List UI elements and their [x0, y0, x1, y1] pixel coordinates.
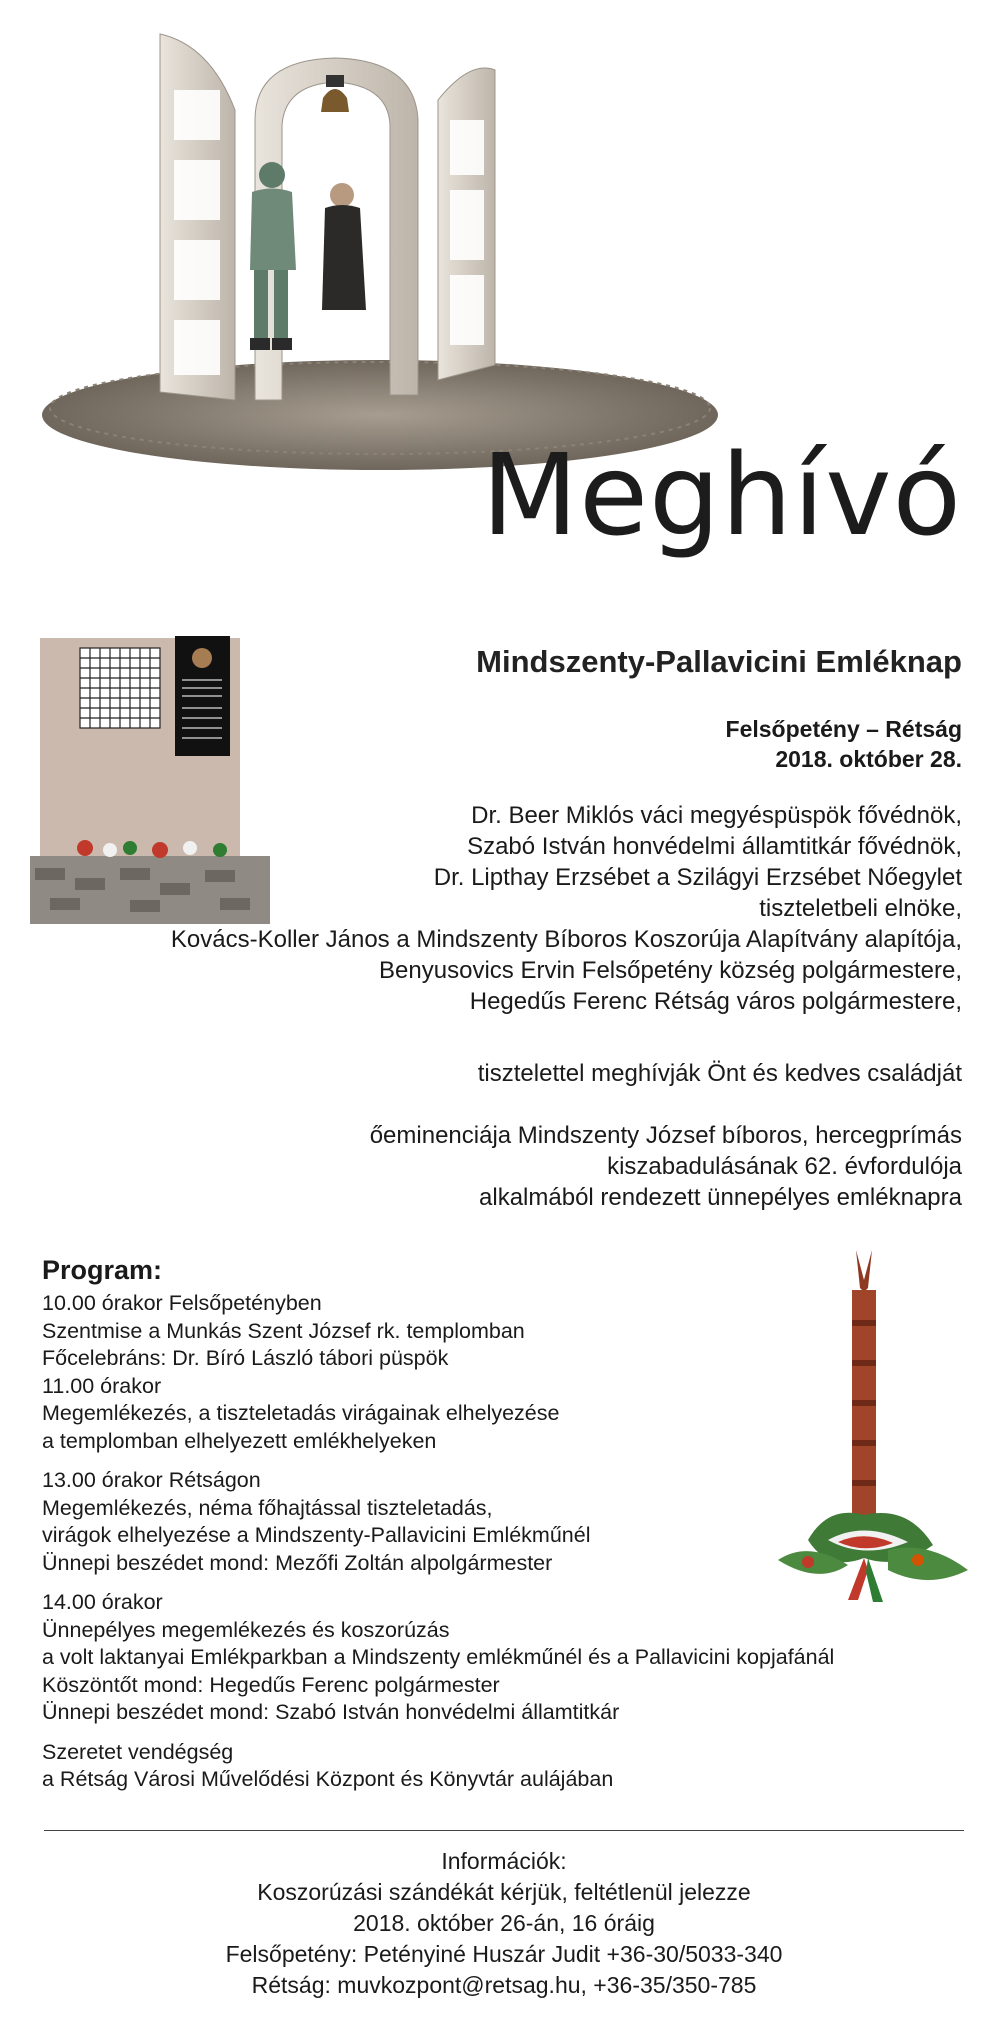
- program-line: Ünnepi beszédet mond: Mezőfi Zoltán alpolgármester: [42, 1550, 553, 1575]
- host-line: tiszteletbeli elnöke,: [759, 895, 962, 922]
- info-line: Rétság: muvkozpont@retsag.hu, +36-35/350-785: [251, 1972, 757, 1998]
- kopjafa-image: [768, 1240, 978, 1620]
- divider: [44, 1830, 964, 1831]
- program-line: 11.00 órakor: [42, 1373, 162, 1398]
- occasion-line: alkalmából rendezett ünnepélyes emléknapra: [479, 1184, 962, 1211]
- info-heading: Információk:: [441, 1848, 567, 1874]
- host-line: Dr. Lipthay Erzsébet a Szilágyi Erzsébet Nőegylet: [433, 864, 962, 891]
- occasion-line: őeminenciája Mindszenty József bíboros, hercegprímás: [369, 1122, 962, 1149]
- event-place-date: [726, 714, 962, 774]
- program-line: a volt laktanyai Emlékparkban a Mindszenty emlékműnél és a Pallavicini kopjafánál: [42, 1645, 835, 1669]
- info-line: 2018. október 26-án, 16 óráig: [353, 1910, 655, 1936]
- event-date: 2018. október 28.: [775, 746, 962, 772]
- host-line: Benyusovics Ervin Felsőpetény község polgármestere,: [379, 957, 962, 984]
- invite-text: tisztelettel meghívják Önt és kedves családját: [477, 1060, 962, 1087]
- event-name: Mindszenty-Pallavicini Emléknap: [476, 644, 962, 679]
- information-section: [44, 1846, 964, 2001]
- program-line: 14.00 órakor: [42, 1590, 163, 1614]
- host-line: Dr. Beer Miklós váci megyéspüspök fővédnök,: [471, 802, 962, 829]
- program-line: a templomban elhelyezett emlékhelyeken: [42, 1428, 437, 1453]
- program-line: Szentmise a Munkás Szent József rk. templomban: [42, 1318, 525, 1343]
- program-block: [42, 1467, 802, 1577]
- info-line: Koszorúzási szándékát kérjük, feltétlenül jelezze: [257, 1879, 751, 1905]
- program-line: Ünnepi beszédet mond: Szabó István honvédelmi államtitkár: [42, 1700, 620, 1724]
- program-block: [42, 1589, 835, 1727]
- info-line: Felsőpetény: Petényiné Huszár Judit +36-30/5033-340: [225, 1941, 783, 1967]
- program-line: 13.00 órakor Rétságon: [42, 1468, 261, 1492]
- program-line: a Rétság Városi Művelődési Központ és Könyvtár aulájában: [42, 1767, 614, 1791]
- program-heading: Program:: [42, 1255, 163, 1285]
- occasion-text: [370, 1120, 962, 1213]
- host-line: Hegedűs Ferenc Rétság város polgármestere,: [469, 988, 962, 1015]
- event-place: Felsőpetény – Rétság: [725, 716, 962, 742]
- program-line: Szeretet vendégség: [42, 1739, 234, 1764]
- program-line: Megemlékezés, néma főhajtással tiszteletadás,: [42, 1495, 493, 1520]
- program-line: virágok elhelyezése a Mindszenty-Pallavicini Emlékműnél: [42, 1523, 591, 1547]
- program-list: [42, 1290, 835, 1806]
- host-line: Kovács-Koller János a Mindszenty Bíboros Koszorúja Alapítvány alapítója,: [170, 926, 962, 953]
- program-block: [42, 1290, 802, 1455]
- program-line: Főcelebráns: Dr. Bíró László tábori püspök: [42, 1346, 449, 1370]
- invitation-title: Meghívó: [481, 431, 962, 561]
- program-line: Megemlékezés, a tiszteletadás virágainak elhelyezése: [42, 1401, 560, 1425]
- host-line: Szabó István honvédelmi államtitkár fővédnök,: [467, 833, 962, 860]
- hosts-list: [22, 800, 962, 1017]
- occasion-line: kiszabadulásának 62. évfordulója: [607, 1153, 962, 1180]
- monument-illustration: [40, 20, 720, 480]
- program-line: Köszöntőt mond: Hegedűs Ferenc polgármester: [42, 1672, 500, 1697]
- program-line: Ünnepélyes megemlékezés és koszorúzás: [42, 1617, 450, 1642]
- program-line: 10.00 órakor Felsőpetényben: [42, 1291, 322, 1315]
- program-block: [42, 1739, 802, 1794]
